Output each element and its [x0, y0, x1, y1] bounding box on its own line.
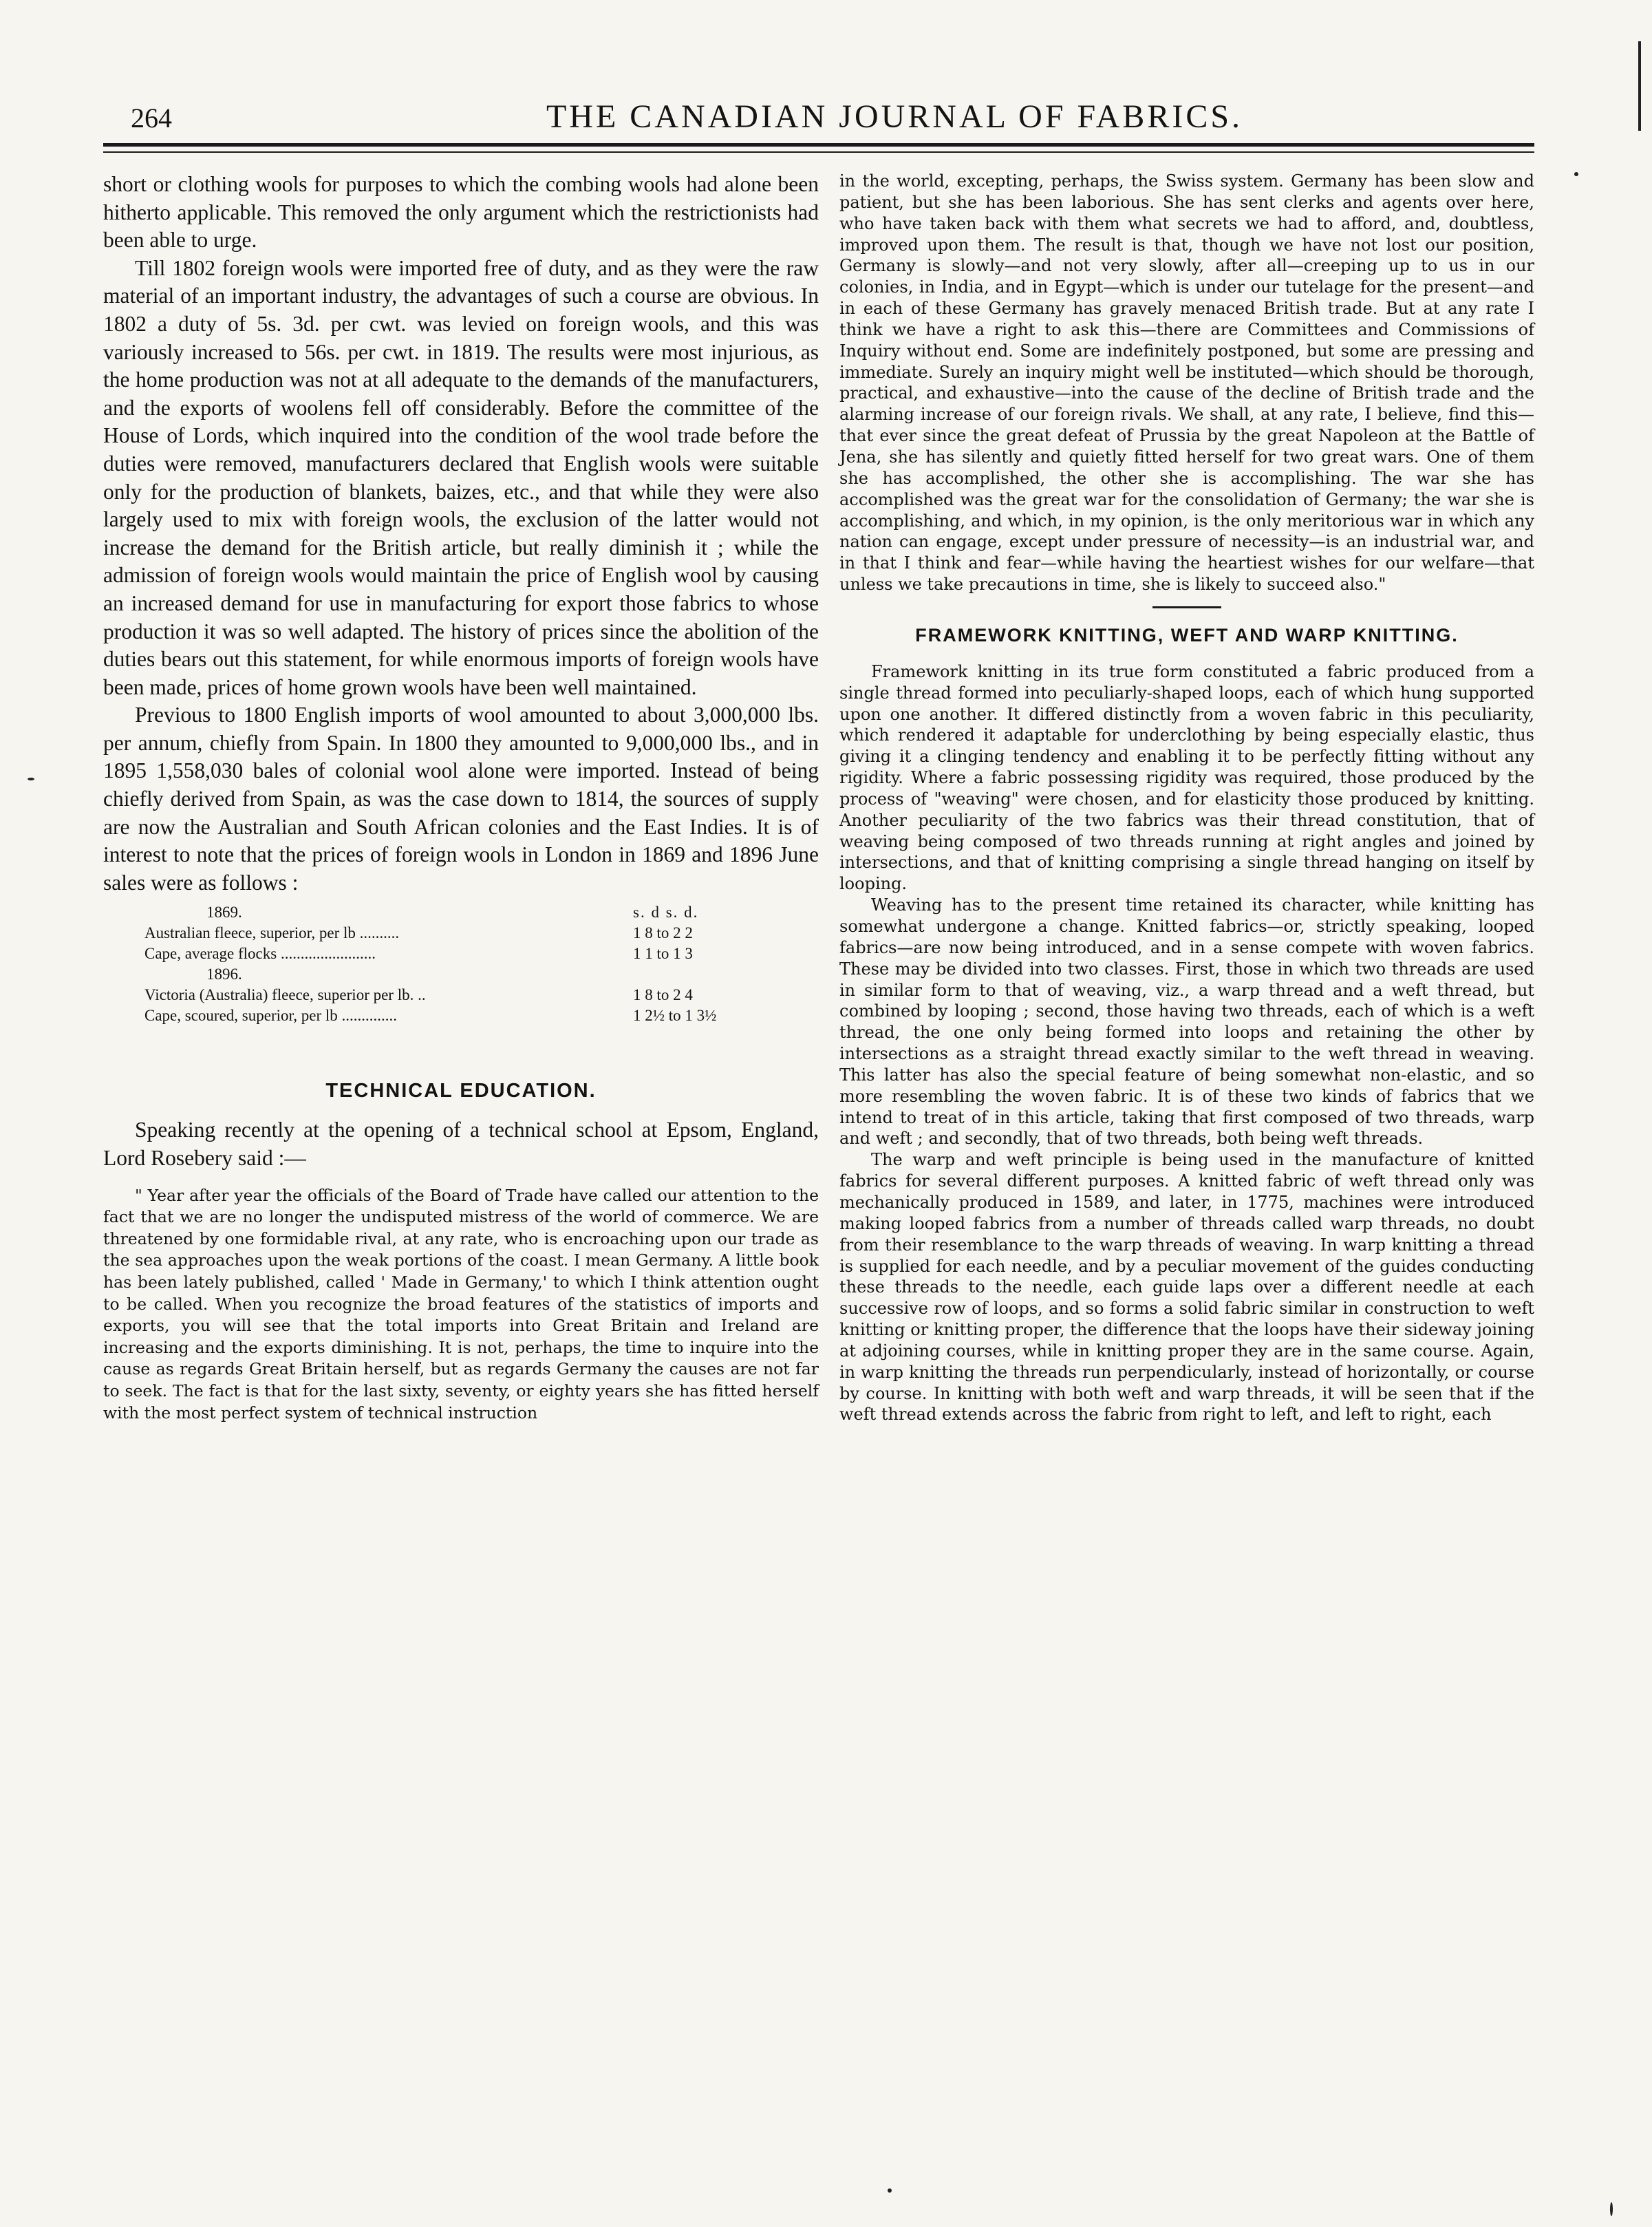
price-row-label: Victoria (Australia) fleece, superior per lb. .. [144, 986, 426, 1004]
year-1896-label: 1896. [206, 966, 242, 983]
rosebery-quote-continued: in the world, excepting, perhaps, the Swiss system. Germany has been slow and patient, but she has been laborious. She has sent clerks and agents over here, who have taken back with them what secrets we had to afford, and, doubtless, improved upon them. The result is that, though we have not lost our position, Germany is slowly—and not very slowly, after all—creeping up to us in our colonies, in India, and in Egypt—which is under our tutelage for the present—and in each of these Germany has gravely menaced British trade. But at any rate I think we have a right to ask this—there are Committees and Commissions of Inquiry without end. Some are indefinitely postponed, but some are pressing and immediate. Surely an inquiry might well be instituted—which should be thorough, practical, and exhaustive—into the cause of the decline of British trade and the alarming increase of our foreign rivals. We shall, at any rate, I believe, find this—that ever since the great defeat of Prussia by the great Napoleon at the Battle of Jena, she has silently and quietly fitted herself for two great wars. One of them she has accomplished, the other she is accomplishing. The war she has accomplished was the great war for the consolidation of Germany; the war she is accomplishing, and which, in my opinion, is the only meritorious war in which any nation can engage, except under pressure of necessity—is an industrial war, and in that I think and fear—while having the heartiest wishes for our welfare—that unless we take precautions in time, she is likely to succeed also." [839, 171, 1534, 595]
paragraph-combing-wools: short or clothing wools for purposes to which the combing wools had alone been hitherto applicable. This removed the only argument which the restrictionists had been able to urge. [103, 172, 819, 253]
price-row-label: Cape, average flocks ........................ [144, 945, 376, 963]
price-row-value: 1 8 to 2 2 [633, 924, 693, 942]
scan-speck [888, 2188, 892, 2193]
header-rule-thick [103, 143, 1534, 147]
price-row-value: 1 2½ to 1 3½ [633, 1007, 717, 1025]
paragraph-wool-imports: Previous to 1800 English imports of wool amounted to about 3,000,000 lbs. per annum, chiefly from Spain. In 1800 they amounted to 9,000,000 lbs., and in 1895 1,558,030 bales of colonial wool alone were imported. Instead of being chiefly derived from Spain, as was the case down to 1814, the sources of supply are now the Australian and South African colonies and the East Indies. It is of interest to note that the prices of foreign wools in London in 1869 and 1896 June sales were as follows : [103, 703, 819, 895]
paragraph-rosebery-intro: Speaking recently at the opening of a technical school at Epsom, England, Lord Rosebery said :— [103, 1118, 819, 1171]
scan-edge-mark [1638, 41, 1641, 131]
wool-price-table [144, 902, 777, 1026]
price-row [144, 985, 777, 1005]
price-table-year-row [144, 964, 777, 985]
scan-speck [1610, 2202, 1613, 2216]
price-table-header-row [144, 902, 777, 923]
price-row [144, 923, 777, 944]
price-row [144, 944, 777, 964]
price-row-label: Cape, scoured, superior, per lb .............. [144, 1007, 397, 1025]
price-row-value: 1 8 to 2 4 [633, 986, 693, 1004]
paragraph-framework-knitting: Framework knitting in its true form constituted a fabric produced from a single thread formed into peculiarly-shaped loops, each of which hung supported upon one another. It differed distinctly from a woven fabric in this peculiarity, which rendered it adaptable for underclothing by being especially elastic, thus giving it a clinging tendency and enabling it to be perfectly fitting without any rigidity. Where a fabric possessing rigidity was required, those produced by the process of "weaving" were chosen, and for elasticity those produced by knitting. Another peculiarity of the two fabrics was their thread constitution, that of weaving being composed of two threads running at right angles and joined by intersections, and that of knitting comprising a single thread hanging on itself by looping. [839, 661, 1534, 894]
heading-framework-knitting: FRAMEWORK KNITTING, WEFT AND WARP KNITTING. [915, 624, 1459, 646]
year-1869-label: 1869. [206, 904, 242, 921]
header-rule-thin [103, 151, 1534, 153]
rosebery-quote: " Year after year the officials of the Board of Trade have called our attention to the fact that we are no longer the undisputed mistress of the world of commerce. We are threatened by one formidable rival, at any rate, who is encroaching upon our trade as the sea approaches upon the weak portions of the coast. I mean Germany. A little book has been lately published, called ' Made in Germany,' to which I think attention ought to be called. When you recognize the broad features of the statistics of imports and exports, you will see that the total imports into Great Britain and Ireland are increasing and the exports diminishing. It is not, perhaps, the time to inquire into the cause as regards Great Britain herself, but as regards Germany the causes are not far to seek. The fact is that for the last sixty, seventy, or eighty years she has fitted herself with the most perfect system of technical instruction [103, 1185, 819, 1422]
right-column [839, 171, 1534, 1425]
page-number: 264 [131, 103, 172, 134]
units-header: s. d s. d. [633, 904, 699, 921]
paragraph-warp-weft-principle: The warp and weft principle is being used in the manufacture of knitted fabrics for several different purposes. A knitted fabric of weft thread only was mechanically produced in 1589, and later, in 1775, machines were introduced making looped fabrics from a number of threads called warp threads, no doubt from their resemblance to the warp threads of weaving. In warp knitting a thread is supplied for each needle, and by a peculiar movement of the guides conducting these threads to the needle, each guide laps over a different needle at each successive row of loops, and so forms a solid fabric similar in construction to weft knitting or knitting proper, the difference that the loops have their sideway joining at adjoining courses, while in knitting proper they are in the same course. Again, in warp knitting the threads run perpendicularly, instead of horizontally, or course by course. In knitting with both weft and warp threads, it will be seen that if the weft thread extends across the fabric from right to left, and left to right, each [839, 1150, 1534, 1425]
price-row [144, 1005, 777, 1026]
left-column [103, 171, 819, 1424]
section-divider [1152, 606, 1221, 608]
price-row-label: Australian fleece, superior, per lb .......... [144, 924, 400, 942]
price-row-value: 1 1 to 1 3 [633, 945, 693, 963]
paragraph-duty-history: Till 1802 foreign wools were imported free of duty, and as they were the raw material of an important industry, the advantages of such a course are obvious. In 1802 a duty of 5s. 3d. per cwt. was levied on foreign wools, and this was variously increased to 56s. per cwt. in 1819. The results were most injurious, as the home production was not at all adequate to the demands of the manufacturers, and the exports of woolens fell off considerably. Before the committee of the House of Lords, which inquired into the condition of the wool trade before the duties were removed, manufacturers declared that English wools were suitable only for the production of blankets, baizes, etc., and that while they were also largely used to mix with foreign wools, the exclusion of the latter would not increase the demand for the British article, but really diminish it ; while the admission of foreign wools would maintain the price of English wool by causing an increased demand for use in manufacturing for export those fabrics to whose production it was so well adapted. The history of prices since the abolition of the duties bears out this statement, for while enormous imports of foreign wools have been made, prices of home grown wools have been well maintained. [103, 255, 819, 699]
paragraph-weaving-character: Weaving has to the present time retained its character, while knitting has somewhat undergone a change. Knitted fabrics—or, strictly speaking, looped fabrics—are now being introduced, and in a sense compete with woven fabrics. These may be divided into two classes. First, those in which two threads are used in similar form to that of weaving, viz., a warp thread and a weft thread, but combined by looping ; second, those having two threads, each of which is a weft thread, the one only being formed into loops and retaining the other by intersections as a straight thread exactly similar to the weft thread in weaving. This latter has also the special feature of being somewhat non-elastic, and so more resembling the woven fabric. It is of these two kinds of fabrics that we intend to treat of in this article, taking that first composed of two threads, warp and weft ; and secondly, that of two threads, both being weft threads. [839, 895, 1534, 1149]
heading-technical-education: TECHNICAL EDUCATION. [325, 1080, 597, 1102]
scan-speck [28, 778, 34, 780]
scan-speck [1574, 172, 1578, 176]
running-title: THE CANADIAN JOURNAL OF FABRICS. [546, 98, 1243, 135]
